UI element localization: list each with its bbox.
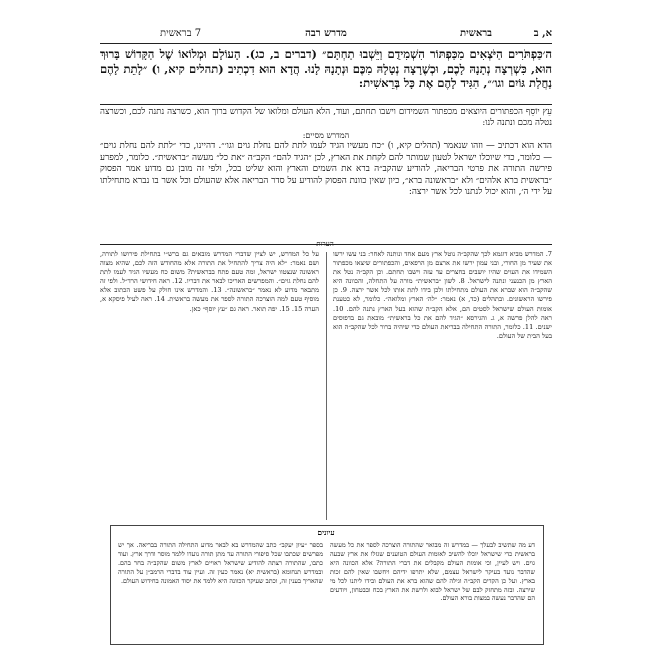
page-number: 7: [194, 28, 202, 39]
book-title: מדרש רבה: [305, 28, 347, 39]
header-rule: [100, 43, 552, 44]
commentary-main: הדא הוא דכתיב — וזהו שנאמר (תהלים קיא, ו) ״כח מעשיו הגיד לעמו לתת להם נחלת גוים וגו׳״. דהיינו, כדי ״לתת להם נחלת גוים״ — כלומר, כדי שיוכלו ישראל לטעון שמותר להם לקחת את הארץ, לכן ״הגיד להם״ הקב״ה ״את כל״ מעשה ״בראשית״. כלומר, למפרע פירשה התורה את פרטי הבריאה, להודיע שהקב״ה ברא את השמים והארץ והוא שליט בכל, ולפי זה מובן גם מדוע אמר הפסוק ״בראשית ברא אלהים״ ולא ״בראשונה ברא״, כיון שאין כוונת הפסוק להודיע על סדר הבריאה אלא שהעולם וכל אשר בו נברא מתחילתו על ידי ה׳, והוא יכול לנתנו לכל אשר ירצה:: [100, 141, 552, 198]
notes-column-left: על כל המדרש, יש לציין שדברי המדרש מובאים גם ברש״י בתחילת פירושו לתורה, ושם נאמר: ״לא היה צריך להתחיל את התורה אלא מהחודש הזה לכם, שהיא מצוה ראשונה שנצטוו ישראל, ומה טעם פתח בבראשית? משום כח מעשיו הגיד לעמו לתת להם נחלת גוים״. והמפרשים האריכו לבאר את דבריו. 12. ראה חידושי הרד״ל. ולפי זה מתבאר מדוע לא נאמר ״בראשונה״. 13. והמדרש אינו חולק על פשט הכתוב אלא מוסיף טעם למה הוצרכה התורה לספר את מעשה בראשית. 14. ראה לעיל פיסקא א, הערה 15. 15. יפה תואר. ראה גם ״עץ יוסף״ כאן.: [100, 250, 320, 313]
commentary-subheading: המדרש מסיים:: [302, 131, 350, 140]
commentary-intro: עֵץ יוֹסֵף הכפתורים היוצאים מכפתור השמידום וישבו תחתם, ועוד, הלא העולם ומלואו של הקדוש ברוך הוא, כשרצה נתנה לכם, וכשרצה נטלה מכם ונתנה לנו:: [100, 107, 552, 129]
notes-column-right: 7. המדרש מביא דוגמא לכך שהקב״ה נוטל ארץ מעם אחד ונותנה לאחר: בני עשו ירשו את שעיר מן החורי, ובני עמון ירשו את ארצם מן הרפאים, והכפתורים שיצאו מכפתור השמידו את העוים שהיו יושבים בחצרים עד עזה וישבו תחתם. וכן הקב״ה נטל את הארץ מן הכנעני ונתנה לישראל. 8. לשון ״בראשית״ מורה על התחלה, והכוונה היא שהקב״ה הוא שברא את העולם מתחילתו ולכן בידו לתת אותו לכל אשר ירצה. 9. כן פירשו הראשונים. ובתהלים (כד, א) נאמר: ״לה׳ הארץ ומלואה״. כלומר, לא כטענת אומות העולם שישראל לסטים הם, אלא הקב״ה שהוא בעל הארץ נתנה להם. 10. ראה להלן פרשה א, ג. והגירסא ״הגיד להם את כל בראשית״ מובאת גם בדפוסים ישנים. 11. כלומר, התורה התחילה בבריאת העולם כדי שיהיה ברור לכל שהקב״ה הוא בעל הבית של העולם.: [333, 250, 552, 340]
text-rule: [100, 104, 552, 105]
running-header: [100, 26, 552, 42]
iyunim-column-right: דע מה שתשיב לבעלך — במדרש זה מבואר שהתורה הוצרכה לספר את כל מעשה בראשית כדי שישראל יוכלו להשיב לאומות העולם הטוענים שגזלו את ארץ שבעה גוים. ויש לעיין, וכי אומות העולם מקבלים את דברי התורה? אלא הכוונה היא שהדבר נועד בעיקר לישראל עצמם, שלא יתרפו ידיהם ויחשבו שאין להם זכות בארץ. ועל כן הקדים הקב״ה וגילה להם שהוא ברא את העולם ובידו ליתנו לכל מי שירצה. ובזה מתחזק לבם של ישראל לבוא ולרשת את הארץ בכח ובבטחון, ויודעים הם שהדבר נעשה במצות בורא העולם.: [330, 541, 535, 603]
column-divider: [326, 252, 327, 520]
parsha-name-left: בראשית: [160, 28, 192, 39]
page-number-block: [100, 26, 201, 42]
iyunim-column-left: בספר ״עיון יעקב״ כתב שהמדרש בא לבאר מדוע התחילה התורה בבריאה. אך יש מפרשים שכתבו שכל סיפורי התורה עד מתן תורה נועדו ללמד מוסר ודרך ארץ. ועוד כתבו, שהתורה רצתה להודיע שישראל ראויים לארץ משום שהקב״ה בחר בהם. ובמדרש תנחומא (בראשית יא) נאמר כעין זה. ועיין עוד בדברי הרמב״ן על התורה שהאריך בענין זה, וכתב שעיקר הכוונה היא ללמד את יסוד האמונה בחידוש העולם.: [118, 541, 323, 585]
midrash-text: ה׳כַּפְתֹּרִים הַיֹּצְאִים מִכַּפְתּוֹר הִשְׁמִידֻם וַיֵּשְׁבוּ תַחְתָּם״ (דברים ב, כג). הָעוֹלָם וּמְלוֹאוֹ שֶׁל הַקָּדוֹשׁ בָּרוּךְ הוּא, כִּשְׁרְצָה נְתָנָהּ לָכֶם, וּכְשֶׁרָצָה נְטָלָהּ מִכֶּם וּנְתָנָהּ לָנוּ. הֲדָא הוּא דִכְתִיב (תהלים קיא, ו) ״לָתֵת לָהֶם נַחֲלַת גּוֹיִם וגו׳״, הִגִּיד לָהֶם אֶת כָּל בְּרֵאשִׁית:: [100, 47, 552, 90]
section-reference: א, ב: [533, 28, 552, 39]
iyunim-title: עיונים: [317, 528, 335, 537]
parsha-name-right: בראשית: [460, 28, 492, 39]
notes-title: הערות: [316, 240, 334, 248]
